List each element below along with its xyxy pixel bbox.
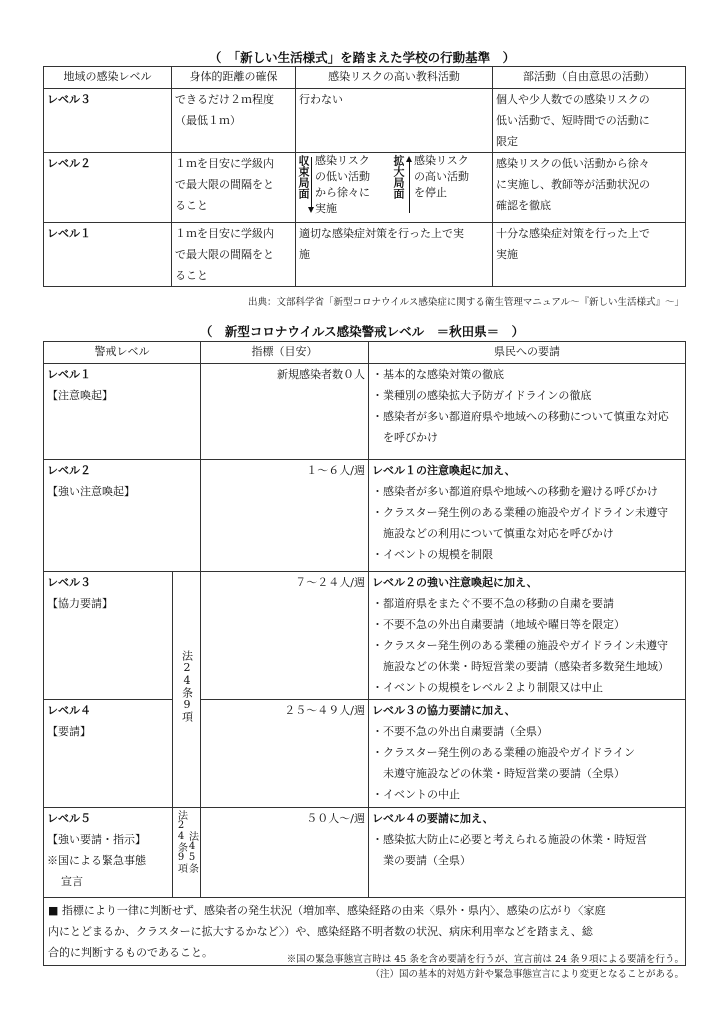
- emergency-note: ※国の緊急事態宣言時は 45 条を含め要請を行うが、宣言前は 24 条９項による要請を行う。: [286, 954, 684, 965]
- down-arrow-icon: [311, 157, 312, 209]
- requests-cell: ・基本的な感染対策の徹底 ・業種別の感染拡大予防ガイドラインの徹底 ・感染者が多い都道府県や地域への移動について慎重な対応 を呼びかけ: [369, 364, 686, 460]
- level-cell: レベル４ 【要請】: [44, 700, 173, 808]
- indicator-cell: ７～２４人/週: [201, 572, 369, 700]
- indicator-cell: ２５～４９人/週: [201, 700, 369, 808]
- law-label-24: 法24条9項: [175, 810, 187, 873]
- requests-cell: レベル２の強い注意喚起に加え、 ・都道府県をまたぐ不要不急の移動の自粛を要請 ・不要不急の外出自粛要請（地域や曜日等を限定） ・クラスター発生例のある業種の施設やガイドライン未遵守 施設などの休業・時短営業の要請（感染者多数発生地域） ・イベントの規模をレベル２より制限又は中止: [369, 572, 686, 700]
- distance-cell: できるだけ２ｍ程度 （最低１ｍ）: [172, 89, 296, 153]
- phase-expansion-label: 拡大局面: [392, 155, 405, 199]
- level-cell: レベル２ 【強い注意喚起】: [44, 460, 201, 572]
- source-citation: 出典：文部科学省「新型コロナウイルス感染症に関する衛生管理マニュアル～『新しい生活様式』～」: [247, 297, 684, 308]
- judgment-note: ■ 指標により一律に判断せず、感染者の発生状況（増加率、感染経路の由来〈県外・県内〉、感染の広がり〈家庭 内にとどまるか、クラスターに拡大するかなど〉）や、感染経路不明者数の状況、病床利用率などを踏まえ、総 合的に判断するものであること。: [44, 898, 686, 966]
- level-cell: レベル３ 【協力要請】: [44, 572, 173, 700]
- table1-row-level3: [44, 89, 686, 153]
- law-cell: [173, 808, 201, 898]
- club-cell: 十分な感染症対策を行った上で 実施: [493, 223, 686, 287]
- table2-row-level1: [44, 364, 686, 460]
- phase-expansion-text: 感染リスク の高い活動 を停止: [414, 154, 469, 199]
- law-label: 法24条9項: [180, 650, 194, 722]
- law-cell: [173, 572, 201, 808]
- level-cell: レベル２: [44, 153, 172, 223]
- alert-level-table: [43, 341, 686, 966]
- level-cell: レベル５ 【強い要請・指示】 ※国による緊急事態 宣言: [44, 808, 173, 898]
- requests-cell: レベル１の注意喚起に加え、 ・感染者が多い都道府県や地域への移動を避ける呼びかけ ・クラスター発生例のある業種の施設やガイドライン未遵守 施設などの利用について慎重な対応を呼びかけ ・イベントの規模を制限: [369, 460, 686, 572]
- alert-level-title: （ 新型コロナウイルス感染警戒レベル ＝秋田県＝ ）: [199, 324, 525, 339]
- header-requests: 県民への要請: [369, 342, 686, 364]
- down-arrow-head-icon: [308, 207, 314, 213]
- indicator-cell: １～６人/週: [201, 460, 369, 572]
- distance-cell: １ｍを目安に学級内 で最大限の間隔をと ること: [172, 223, 296, 287]
- phase-convergence-text: 感染リスク の低い活動 から徐々に 実施: [315, 154, 370, 215]
- header-region-level: 地域の感染レベル: [44, 67, 172, 89]
- table2-row-level5: [44, 808, 686, 898]
- change-note: （注）国の基本的対処方針や緊急事態宣言により変更となることがある。: [370, 969, 684, 980]
- law-label-45: 法45条: [186, 831, 198, 873]
- up-arrow-head-icon: [406, 156, 412, 162]
- phase-convergence-label: 収束局面: [297, 155, 310, 199]
- header-club-activities: 部活動（自由意思の活動）: [493, 67, 686, 89]
- indicator-cell: 新規感染者数０人: [201, 364, 369, 460]
- distance-cell: １ｍを目安に学級内 で最大限の間隔をと ること: [172, 153, 296, 223]
- level-cell: レベル１: [44, 223, 172, 287]
- indicator-cell: ５０人～/週: [201, 808, 369, 898]
- requests-cell: レベル４の要請に加え、 ・感染拡大防止に必要と考えられる施設の休業・時短営 業の要請（全県）: [369, 808, 686, 898]
- up-arrow-icon: [409, 161, 410, 213]
- table2-row-level3: [44, 572, 686, 700]
- subject-cell: 行わない: [296, 89, 493, 153]
- level-cell: レベル１ 【注意喚起】: [44, 364, 201, 460]
- subject-cell: 適切な感染症対策を行った上で実 施: [296, 223, 493, 287]
- table2-row-level4: [44, 700, 686, 808]
- table1-row-level2: [44, 153, 686, 223]
- school-standards-title: （ 「新しい生活様式」を踏まえた学校の行動基準 ）: [208, 50, 516, 65]
- header-distance: 身体的距離の確保: [172, 67, 296, 89]
- school-standards-table: [43, 66, 686, 287]
- table2-row-level2: [44, 460, 686, 572]
- club-cell: 感染リスクの低い活動から徐々 に実施し、教師等が活動状況の 確認を徹底: [493, 153, 686, 223]
- header-indicator: 指標（目安）: [201, 342, 369, 364]
- header-alert-level: 警戒レベル: [44, 342, 201, 364]
- requests-cell: レベル３の協力要請に加え、 ・不要不急の外出自粛要請（全県） ・クラスター発生例のある業種の施設やガイドライン 未遵守施設などの休業・時短営業の要請（全県） ・イベントの中止: [369, 700, 686, 808]
- phase-cell: [296, 153, 493, 223]
- level-cell: レベル３: [44, 89, 172, 153]
- header-risky-subjects: 感染リスクの高い教科活動: [296, 67, 493, 89]
- table1-row-level1: [44, 223, 686, 287]
- club-cell: 個人や少人数での感染リスクの 低い活動で、短時間での活動に 限定: [493, 89, 686, 153]
